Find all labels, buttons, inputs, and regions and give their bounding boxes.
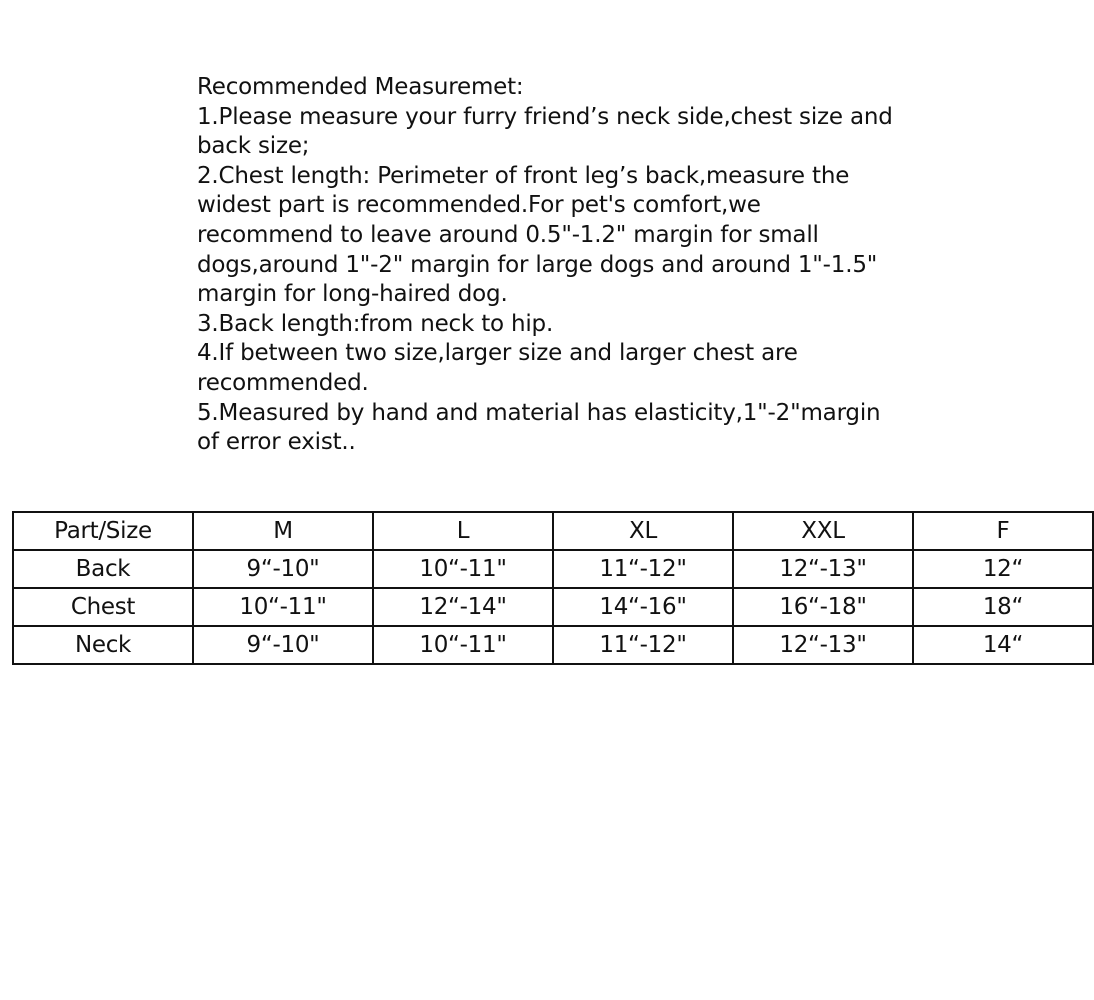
header-cell-m: M [193,512,373,550]
header-cell-part-size: Part/Size [13,512,193,550]
instructions-heading: Recommended Measuremet: [197,74,524,100]
table-cell: 12“ [913,550,1093,588]
table-cell: 14“-16" [553,588,733,626]
instruction-line: widest part is recommended.For pet's comfort,we [197,192,761,219]
measurement-instructions [197,73,897,458]
instruction-line: recommended. [197,369,369,396]
instruction-line: of error exist.. [197,429,356,456]
table-cell: 10“-11" [373,626,553,664]
instruction-line: 3.Back length:from neck to hip. [197,310,554,337]
row-label-back: Back [13,550,193,588]
instruction-line: back size; [197,133,310,160]
table-cell: 11“-12" [553,550,733,588]
header-cell-f: F [913,512,1093,550]
table-cell: 9“-10" [193,550,373,588]
instruction-line: dogs,around 1"-2" margin for large dogs and around 1"-1.5" [197,251,878,278]
table-cell: 10“-11" [373,550,553,588]
header-cell-l: L [373,512,553,550]
row-label-neck: Neck [13,626,193,664]
instruction-line: 1.Please measure your furry friend’s neck side,chest size and [197,103,893,130]
table-row-neck [13,626,1093,664]
table-cell: 9“-10" [193,626,373,664]
table-cell: 12“-14" [373,588,553,626]
table-cell: 10“-11" [193,588,373,626]
table-row-back [13,550,1093,588]
table-cell: 12“-13" [733,626,913,664]
instruction-line: 5.Measured by hand and material has elasticity,1"-2"margin [197,399,881,426]
table-cell: 11“-12" [553,626,733,664]
size-chart [12,511,1024,671]
instruction-line: 4.If between two size,larger size and larger chest are [197,340,798,367]
table-header-row [13,512,1093,550]
table-cell: 12“-13" [733,550,913,588]
header-cell-xl: XL [553,512,733,550]
table-cell: 16“-18" [733,588,913,626]
instruction-line: 2.Chest length: Perimeter of front leg’s back,measure the [197,162,850,189]
table-cell: 18“ [913,588,1093,626]
table-cell: 14“ [913,626,1093,664]
header-cell-xxl: XXL [733,512,913,550]
size-table [12,511,1094,665]
instruction-line: margin for long-haired dog. [197,281,508,308]
row-label-chest: Chest [13,588,193,626]
instruction-line: recommend to leave around 0.5"-1.2" margin for small [197,221,819,248]
table-row-chest [13,588,1093,626]
